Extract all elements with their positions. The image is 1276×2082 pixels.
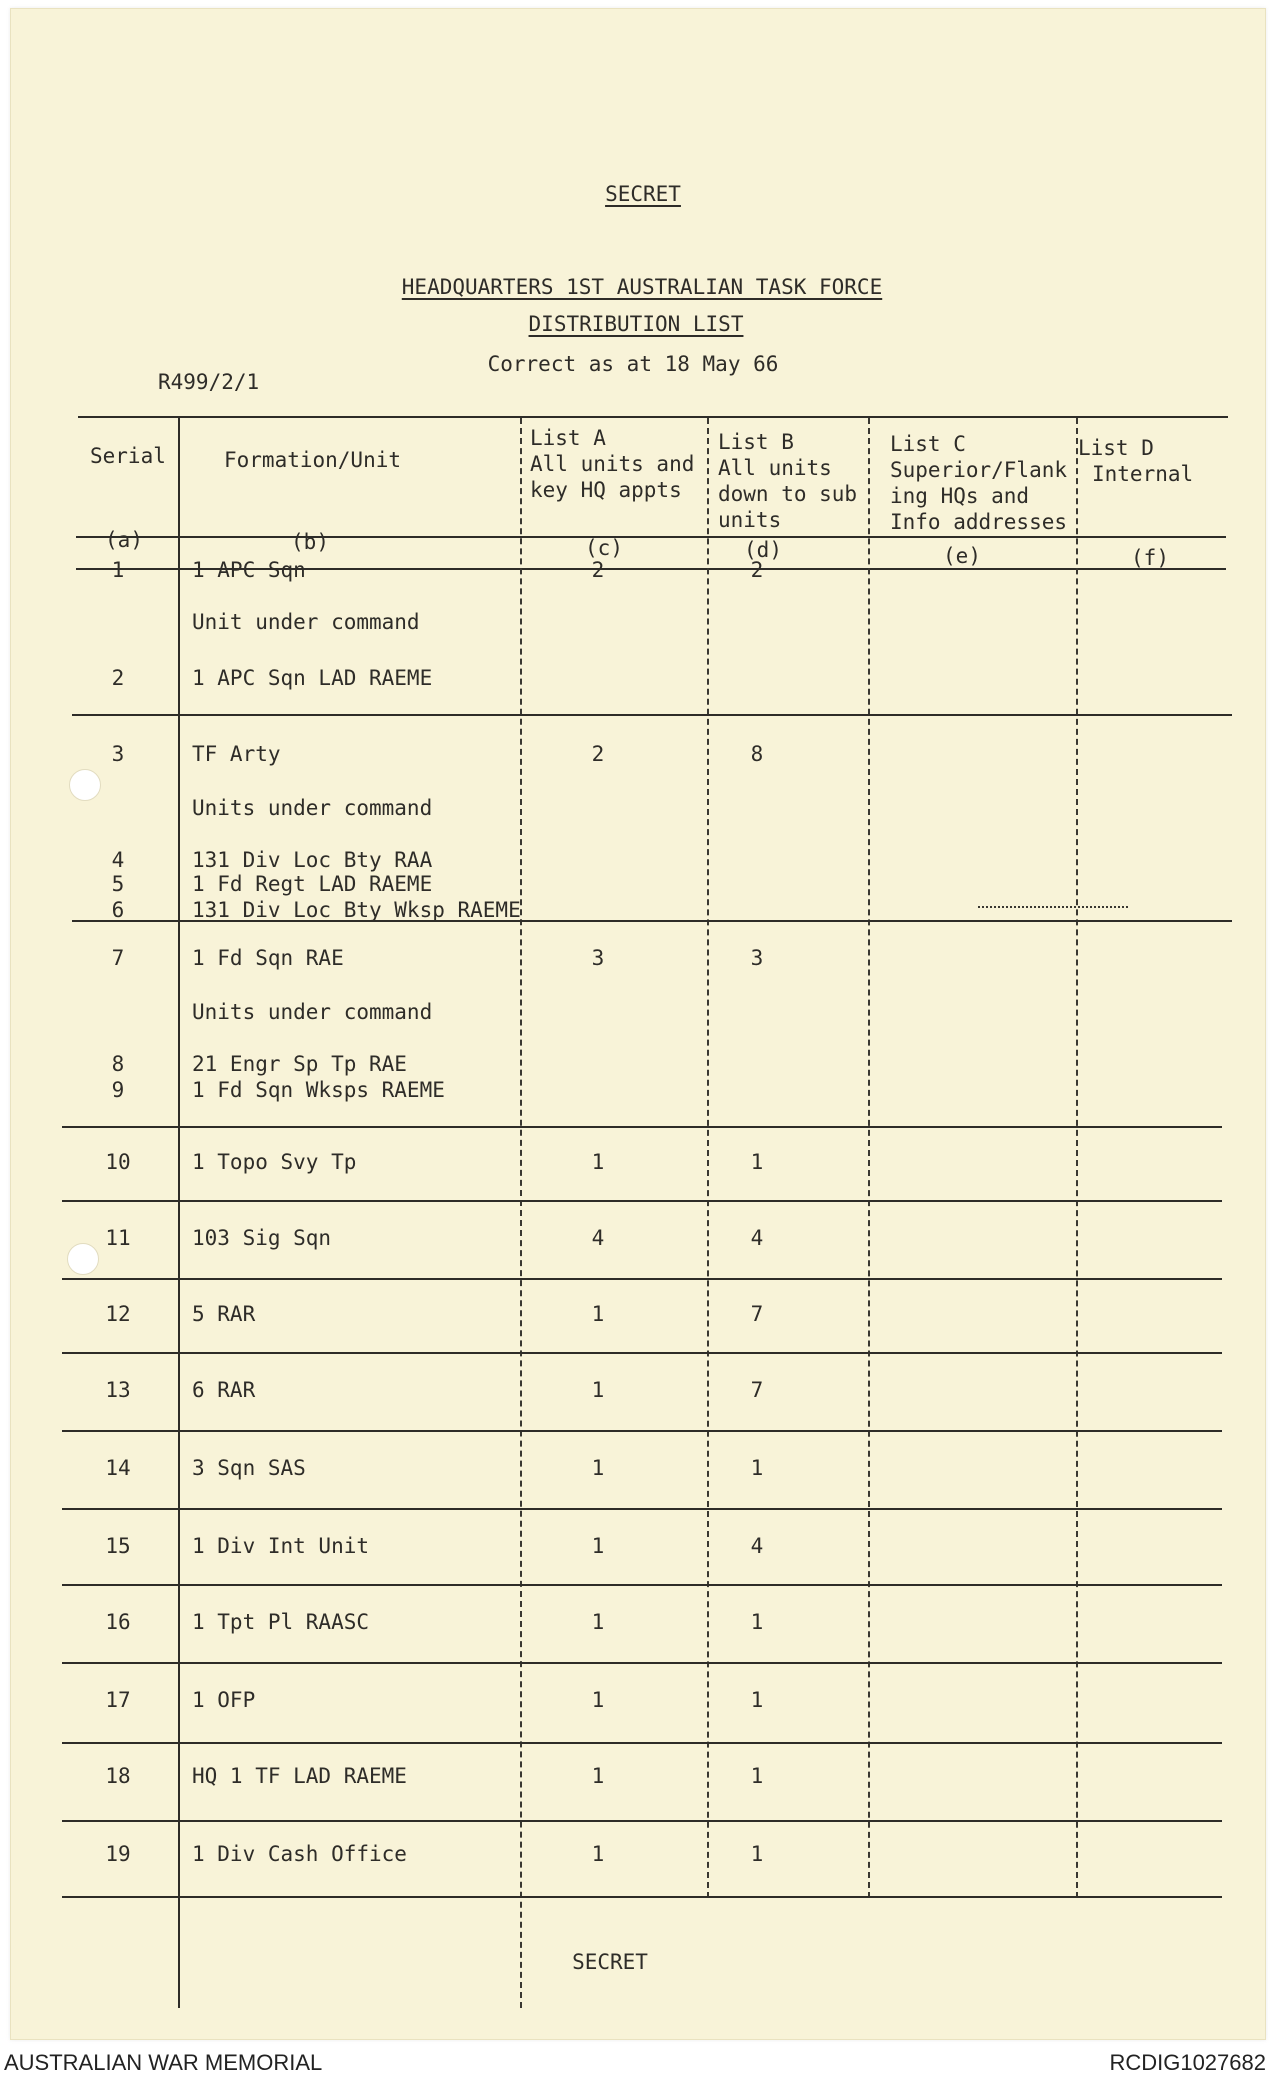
column-header-list-d: List D <box>1078 436 1154 460</box>
table-cell-unit: 103 Sig Sqn <box>192 1226 332 1250</box>
table-cell-unit: 1 Fd Regt LAD RAEME <box>192 872 433 896</box>
table-cell-serial: 18 <box>105 1764 131 1788</box>
column-header-list-a: key HQ appts <box>530 478 682 502</box>
row-separator <box>62 1896 1222 1898</box>
table-cell-unit: 1 Tpt Pl RAASC <box>192 1610 370 1634</box>
table-cell-list-b: 1 <box>750 1456 764 1480</box>
table-cell-serial: 19 <box>105 1842 131 1866</box>
table-cell-serial: 14 <box>105 1456 131 1480</box>
header-rule <box>76 536 1226 538</box>
table-cell-serial: 3 <box>111 742 125 766</box>
table-cell-list-a: 1 <box>591 1842 605 1866</box>
column-header-list-a: List A <box>530 426 606 450</box>
table-cell-list-b: 3 <box>750 946 764 970</box>
table-cell-serial: 11 <box>105 1226 131 1250</box>
table-cell-unit: TF Arty <box>192 742 281 766</box>
table-cell-serial: 5 <box>111 872 125 896</box>
table-cell-list-a: 1 <box>591 1764 605 1788</box>
table-subheading: Unit under command <box>192 610 420 634</box>
table-cell-list-a: 1 <box>591 1456 605 1480</box>
table-cell-unit: 21 Engr Sp Tp RAE <box>192 1052 407 1076</box>
table-cell-list-a: 4 <box>591 1226 605 1250</box>
table-cell-serial: 4 <box>111 848 125 872</box>
row-separator <box>62 1508 1222 1510</box>
classification-top: SECRET <box>605 182 681 206</box>
column-letter: (e) <box>943 544 981 568</box>
table-cell-list-a: 2 <box>591 558 605 582</box>
column-divider <box>707 418 709 1898</box>
table-subheading: Units under command <box>192 1000 433 1024</box>
column-header-list-a: All units and <box>530 452 695 476</box>
table-cell-list-b: 1 <box>750 1150 764 1174</box>
reference-number: R499/2/1 <box>158 370 260 394</box>
column-header-formation: Formation/Unit <box>224 448 402 472</box>
column-divider <box>178 418 180 2008</box>
column-divider <box>868 418 870 1898</box>
table-cell-unit: 6 RAR <box>192 1378 256 1402</box>
column-header-list-c: Superior/Flank <box>890 458 1068 482</box>
footer-archive: AUSTRALIAN WAR MEMORIAL <box>4 2050 323 2075</box>
table-cell-unit: 1 APC Sqn <box>192 558 306 582</box>
column-divider <box>1076 418 1078 1898</box>
table-cell-unit: 1 Div Int Unit <box>192 1534 370 1558</box>
table-cell-unit: 1 Div Cash Office <box>192 1842 407 1866</box>
column-letter: (f) <box>1131 546 1169 570</box>
table-cell-unit: 1 Fd Sqn Wksps RAEME <box>192 1078 445 1102</box>
table-cell-unit: 5 RAR <box>192 1302 256 1326</box>
table-cell-list-b: 4 <box>750 1226 764 1250</box>
document-subtitle: DISTRIBUTION LIST <box>528 312 744 336</box>
table-cell-list-a: 2 <box>591 742 605 766</box>
table-cell-list-b: 1 <box>750 1764 764 1788</box>
table-cell-list-b: 7 <box>750 1302 764 1326</box>
table-cell-serial: 13 <box>105 1378 131 1402</box>
column-letter: (a) <box>105 528 143 552</box>
table-cell-serial: 15 <box>105 1534 131 1558</box>
row-separator <box>72 920 1232 922</box>
table-cell-unit: 1 Topo Svy Tp <box>192 1150 357 1174</box>
table-cell-serial: 8 <box>111 1052 125 1076</box>
column-header-list-c: Info addresses <box>890 510 1068 534</box>
table-subheading: Units under command <box>192 796 433 820</box>
column-letter: (d) <box>744 538 782 562</box>
punch-hole <box>69 769 101 801</box>
table-cell-unit: 1 APC Sqn LAD RAEME <box>192 666 433 690</box>
column-letter: (c) <box>585 536 623 560</box>
column-letter: (b) <box>291 530 329 554</box>
table-cell-list-a: 1 <box>591 1610 605 1634</box>
table-cell-list-a: 1 <box>591 1302 605 1326</box>
punch-hole <box>67 1243 99 1275</box>
column-header-list-b: List B <box>718 430 794 454</box>
table-cell-serial: 7 <box>111 946 125 970</box>
table-cell-unit: HQ 1 TF LAD RAEME <box>192 1764 407 1788</box>
table-cell-unit: 1 OFP <box>192 1688 256 1712</box>
table-cell-list-b: 1 <box>750 1610 764 1634</box>
column-header-list-b: down to sub <box>718 482 858 506</box>
table-cell-serial: 2 <box>111 666 125 690</box>
table-cell-unit: 3 Sqn SAS <box>192 1456 306 1480</box>
row-separator <box>62 1742 1222 1744</box>
table-cell-list-a: 1 <box>591 1534 605 1558</box>
row-separator <box>62 1126 1222 1128</box>
row-separator <box>62 1278 1222 1280</box>
table-cell-serial: 10 <box>105 1150 131 1174</box>
row-separator <box>72 714 1232 716</box>
table-cell-list-a: 1 <box>591 1378 605 1402</box>
row-separator <box>62 1820 1222 1822</box>
footer-id: RCDIG1027682 <box>1109 2050 1266 2075</box>
table-cell-serial: 1 <box>111 558 125 582</box>
table-cell-list-b: 8 <box>750 742 764 766</box>
column-divider <box>520 418 522 2008</box>
table-cell-unit: 1 Fd Sqn RAE <box>192 946 344 970</box>
table-cell-list-a: 3 <box>591 946 605 970</box>
date-line: Correct as at 18 May 66 <box>487 352 779 376</box>
table-cell-list-b: 4 <box>750 1534 764 1558</box>
column-header-list-b: units <box>718 508 782 532</box>
table-cell-serial: 9 <box>111 1078 125 1102</box>
row-separator <box>62 1200 1222 1202</box>
table-cell-list-b: 1 <box>750 1842 764 1866</box>
column-header-list-c: List C <box>890 432 966 456</box>
table-cell-list-b: 2 <box>750 558 764 582</box>
row-separator <box>62 1584 1222 1586</box>
row-separator <box>62 1430 1222 1432</box>
table-cell-unit: 131 Div Loc Bty RAA <box>192 848 433 872</box>
table-cell-list-a: 1 <box>591 1150 605 1174</box>
document-title: HEADQUARTERS 1ST AUSTRALIAN TASK FORCE <box>401 275 883 299</box>
table-cell-serial: 6 <box>111 898 125 922</box>
row-separator <box>62 1662 1222 1664</box>
table-cell-unit: 131 Div Loc Bty Wksp RAEME <box>192 898 521 922</box>
dotted-mark <box>978 906 1128 908</box>
column-header-list-d: Internal <box>1092 462 1194 486</box>
table-cell-serial: 16 <box>105 1610 131 1634</box>
column-header-list-b: All units <box>718 456 832 480</box>
table-cell-serial: 12 <box>105 1302 131 1326</box>
column-header-serial: Serial <box>90 444 166 468</box>
table-cell-serial: 17 <box>105 1688 131 1712</box>
table-cell-list-b: 7 <box>750 1378 764 1402</box>
column-header-list-c: ing HQs and <box>890 484 1030 508</box>
table-top-rule <box>78 416 1228 418</box>
table-cell-list-a: 1 <box>591 1688 605 1712</box>
table-cell-list-b: 1 <box>750 1688 764 1712</box>
row-separator <box>62 1352 1222 1354</box>
classification-bottom: SECRET <box>572 1950 648 1974</box>
